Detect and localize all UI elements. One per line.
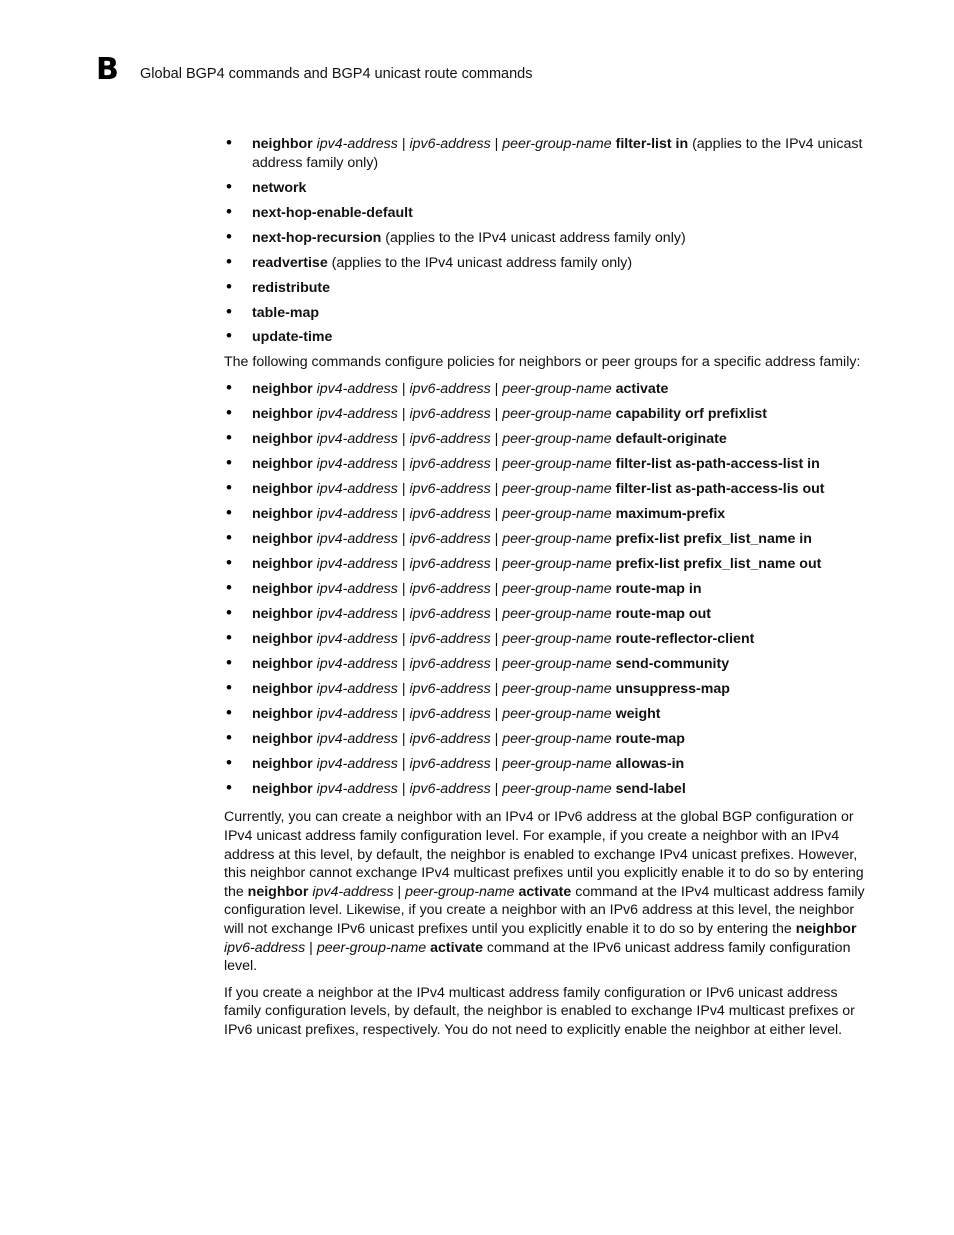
command-keyword: neighbor bbox=[252, 530, 313, 547]
list-item bbox=[224, 605, 870, 624]
command-keyword: neighbor bbox=[252, 481, 313, 497]
command-keyword: next-hop-recursion bbox=[252, 229, 382, 246]
text-run: | bbox=[490, 780, 503, 797]
command-keyword: neighbor bbox=[252, 755, 313, 772]
command-keyword: neighbor bbox=[247, 883, 309, 900]
page-content bbox=[224, 135, 870, 1048]
command-keyword: neighbor bbox=[252, 730, 313, 747]
list-item bbox=[224, 430, 870, 449]
command-keyword: route-reflector-client bbox=[615, 630, 755, 647]
text-run: | bbox=[490, 530, 503, 547]
text-run: | bbox=[490, 406, 503, 423]
text-run: | bbox=[490, 505, 503, 522]
command-variable: ipv6-address bbox=[409, 780, 491, 797]
list-item bbox=[224, 480, 870, 499]
text-run: | bbox=[393, 883, 406, 900]
command-variable: peer-group-name bbox=[502, 481, 612, 497]
text-run: | bbox=[397, 481, 410, 497]
command-variable: ipv6-address bbox=[409, 605, 491, 622]
command-keyword: prefix-list prefix_list_name out bbox=[615, 555, 822, 572]
command-variable: peer-group-name bbox=[502, 580, 612, 597]
command-keyword: send-label bbox=[615, 780, 686, 797]
command-variable: ipv4-address bbox=[316, 481, 398, 497]
command-keyword: filter-list in bbox=[615, 136, 689, 152]
command-variable: ipv6-address bbox=[409, 456, 491, 473]
command-variable: ipv6-address bbox=[409, 136, 491, 152]
command-keyword: activate bbox=[615, 381, 669, 398]
command-variable: peer-group-name bbox=[405, 883, 515, 900]
command-variable: peer-group-name bbox=[502, 655, 612, 672]
command-variable: ipv4-address bbox=[312, 883, 394, 900]
command-variable: ipv4-address bbox=[316, 136, 398, 152]
text-run: | bbox=[397, 605, 410, 622]
command-variable: ipv4-address bbox=[316, 505, 398, 522]
list-item bbox=[224, 279, 870, 298]
command-keyword: prefix-list prefix_list_name in bbox=[615, 530, 812, 547]
command-variable: peer-group-name bbox=[502, 680, 612, 697]
text-run: (applies to the IPv4 unicast address family only) bbox=[327, 254, 633, 271]
command-keyword: capability orf prefixlist bbox=[615, 406, 767, 423]
text-run: | bbox=[490, 136, 503, 152]
text-run: | bbox=[490, 605, 503, 622]
command-keyword: route-map in bbox=[615, 580, 702, 597]
command-keyword: neighbor bbox=[252, 505, 313, 522]
command-variable: ipv6-address bbox=[409, 381, 491, 398]
command-keyword: neighbor bbox=[252, 605, 313, 622]
command-variable: ipv6-address bbox=[409, 705, 491, 722]
text-run: | bbox=[397, 381, 410, 398]
list-item bbox=[224, 179, 870, 198]
command-variable: ipv4-address bbox=[316, 555, 398, 572]
command-variable: ipv4-address bbox=[316, 431, 398, 448]
command-keyword: next-hop-enable-default bbox=[252, 204, 413, 221]
command-variable: peer-group-name bbox=[502, 456, 612, 473]
command-keyword: maximum-prefix bbox=[615, 505, 726, 522]
address-family-paragraph: If you create a neighbor at the IPv4 multicast address family configuration or IPv6 unicast address family configuration levels, by default, the neighbor is enabled to exchange IPv4 multicast prefixes or IPv6 unicast prefixes, respectively. You do not need to explicitly enable the neighbor at either level. bbox=[224, 984, 855, 1038]
intro-paragraph: The following commands configure policies for neighbors or peer groups for a specific address family: bbox=[224, 354, 861, 371]
command-keyword: neighbor bbox=[252, 555, 313, 572]
text-run: | bbox=[305, 939, 317, 956]
text-run: | bbox=[397, 580, 410, 597]
command-variable: peer-group-name bbox=[502, 555, 612, 572]
text-run: | bbox=[397, 505, 410, 522]
text-run: | bbox=[490, 481, 503, 497]
command-variable: peer-group-name bbox=[502, 136, 612, 152]
command-keyword: neighbor bbox=[252, 580, 313, 597]
command-variable: ipv6-address bbox=[409, 505, 491, 522]
text-run: | bbox=[490, 730, 503, 747]
command-keyword: neighbor bbox=[252, 456, 313, 473]
list-item bbox=[224, 254, 870, 273]
command-variable: ipv4-address bbox=[316, 630, 398, 647]
list-item bbox=[224, 530, 870, 549]
text-run: | bbox=[397, 530, 410, 547]
text-run: | bbox=[397, 136, 410, 152]
command-keyword: neighbor bbox=[252, 630, 313, 647]
text-run: | bbox=[397, 730, 410, 747]
command-variable: peer-group-name bbox=[502, 755, 612, 772]
list-item bbox=[224, 730, 870, 749]
text-run: | bbox=[490, 705, 503, 722]
text-run: | bbox=[490, 580, 503, 597]
list-item bbox=[224, 135, 870, 172]
command-keyword: neighbor bbox=[252, 780, 313, 797]
text-run: | bbox=[490, 755, 503, 772]
list-item bbox=[224, 655, 870, 674]
command-keyword: filter-list as-path-access-list in bbox=[615, 456, 820, 473]
command-variable: ipv6-address bbox=[409, 555, 491, 572]
command-variable: ipv6-address bbox=[409, 655, 491, 672]
command-keyword: allowas-in bbox=[615, 755, 685, 772]
command-keyword: route-map bbox=[615, 730, 685, 747]
command-keyword: neighbor bbox=[252, 431, 313, 448]
list-item bbox=[224, 229, 870, 248]
command-variable: ipv6-address bbox=[409, 406, 491, 423]
command-variable: peer-group-name bbox=[502, 406, 612, 423]
command-variable: peer-group-name bbox=[502, 630, 612, 647]
command-variable: ipv6-address bbox=[409, 580, 491, 597]
command-variable: peer-group-name bbox=[502, 505, 612, 522]
text-run: | bbox=[397, 630, 410, 647]
text-run: | bbox=[397, 780, 410, 797]
command-variable: peer-group-name bbox=[502, 730, 612, 747]
command-variable: ipv4-address bbox=[316, 406, 398, 423]
text-run: | bbox=[490, 381, 503, 398]
text-run: | bbox=[490, 431, 503, 448]
text-run: | bbox=[397, 655, 410, 672]
text-run: | bbox=[397, 431, 410, 448]
list-item bbox=[224, 580, 870, 599]
command-variable: ipv6-address bbox=[409, 755, 491, 772]
command-variable: peer-group-name bbox=[502, 530, 612, 547]
command-variable: peer-group-name bbox=[502, 780, 612, 797]
command-keyword: table-map bbox=[252, 304, 320, 321]
text-run: command at the IPv4 multicast address family configuration level. Likewise, if you create a neighbor with an IPv6 address at this level, the neighbor will not exchange IPv6 unicast prefixes until you explicitly enable it to do so by entering the bbox=[224, 883, 865, 937]
neighbor-explanation-paragraph bbox=[224, 808, 870, 975]
command-keyword: neighbor bbox=[795, 920, 857, 937]
text-run: | bbox=[490, 456, 503, 473]
text-run: | bbox=[490, 680, 503, 697]
command-variable: ipv4-address bbox=[316, 655, 398, 672]
list-item bbox=[224, 705, 870, 724]
list-item bbox=[224, 204, 870, 223]
command-keyword: unsuppress-map bbox=[615, 680, 730, 697]
command-keyword: update-time bbox=[252, 329, 333, 346]
command-variable: ipv6-address bbox=[409, 730, 491, 747]
command-variable: ipv4-address bbox=[316, 755, 398, 772]
command-variable: ipv4-address bbox=[316, 381, 398, 398]
text-run: | bbox=[490, 655, 503, 672]
command-keyword: default-originate bbox=[615, 431, 727, 448]
text-run: (applies to the IPv4 unicast address family only) bbox=[381, 229, 686, 246]
neighbor-policy-command-list bbox=[224, 380, 870, 798]
text-run: (applies to the IPv4 unicast address family only) bbox=[252, 136, 863, 171]
command-keyword: neighbor bbox=[252, 680, 313, 697]
command-keyword: weight bbox=[615, 705, 661, 722]
command-variable: ipv4-address bbox=[316, 780, 398, 797]
list-item bbox=[224, 328, 870, 347]
command-keyword: redistribute bbox=[252, 279, 331, 296]
list-item bbox=[224, 755, 870, 774]
command-variable: ipv4-address bbox=[316, 605, 398, 622]
command-variable: ipv6-address bbox=[409, 630, 491, 647]
list-item bbox=[224, 680, 870, 699]
command-variable: ipv6-address bbox=[409, 680, 491, 697]
text-run: | bbox=[397, 705, 410, 722]
command-keyword: send-community bbox=[615, 655, 730, 672]
command-variable: ipv4-address bbox=[316, 530, 398, 547]
command-variable: ipv4-address bbox=[316, 456, 398, 473]
text-run: | bbox=[397, 555, 410, 572]
command-variable: peer-group-name bbox=[502, 605, 612, 622]
command-variable: ipv6-address bbox=[409, 481, 491, 497]
command-variable: peer-group-name bbox=[316, 939, 427, 956]
chapter-letter: B bbox=[96, 52, 119, 87]
command-keyword: route-map out bbox=[615, 605, 711, 622]
command-variable: ipv4-address bbox=[316, 680, 398, 697]
command-keyword: activate bbox=[518, 883, 572, 900]
text-run: Currently, you can create a neighbor with an IPv4 or IPv6 address at the global BGP configuration or IPv4 unicast address family configuration level. For example, if you create a neighbor with an IPv4 address at this level, by default, the neighbor is enabled to exchange IPv4 unicast prefixes. However, this neighbor cannot exchange IPv4 multicast prefixes until you explicitly enable it to do so by entering the bbox=[224, 809, 864, 900]
command-keyword: activate bbox=[430, 939, 483, 956]
command-keyword: filter-list as-path-access-lis out bbox=[615, 481, 825, 497]
command-variable: ipv4-address bbox=[316, 705, 398, 722]
command-keyword: readvertise bbox=[252, 254, 328, 271]
command-variable: ipv6-address bbox=[224, 939, 306, 956]
text-run: | bbox=[397, 755, 410, 772]
text-run: | bbox=[397, 406, 410, 423]
command-variable: peer-group-name bbox=[502, 431, 612, 448]
command-keyword: network bbox=[252, 179, 307, 196]
command-variable: ipv4-address bbox=[316, 730, 398, 747]
list-item bbox=[224, 630, 870, 649]
command-keyword: neighbor bbox=[252, 705, 313, 722]
list-item bbox=[224, 380, 870, 399]
command-keyword: neighbor bbox=[252, 136, 313, 152]
text-run: | bbox=[490, 630, 503, 647]
list-item bbox=[224, 455, 870, 474]
list-item bbox=[224, 405, 870, 424]
list-item bbox=[224, 780, 870, 799]
command-variable: peer-group-name bbox=[502, 705, 612, 722]
text-run: | bbox=[397, 680, 410, 697]
list-item bbox=[224, 555, 870, 574]
text-run: command at the IPv6 unicast address family configuration level. bbox=[224, 939, 851, 975]
command-variable: ipv4-address bbox=[316, 580, 398, 597]
running-header-title: Global BGP4 commands and BGP4 unicast route commands bbox=[140, 66, 533, 82]
list-item bbox=[224, 304, 870, 323]
command-keyword: neighbor bbox=[252, 381, 313, 398]
command-keyword: neighbor bbox=[252, 655, 313, 672]
list-item bbox=[224, 505, 870, 524]
command-keyword: neighbor bbox=[252, 406, 313, 423]
bgp-command-list bbox=[224, 135, 870, 347]
command-variable: ipv6-address bbox=[409, 530, 491, 547]
command-variable: ipv6-address bbox=[409, 431, 491, 448]
text-run: | bbox=[397, 456, 410, 473]
command-variable: peer-group-name bbox=[502, 381, 612, 398]
text-run: | bbox=[490, 555, 503, 572]
